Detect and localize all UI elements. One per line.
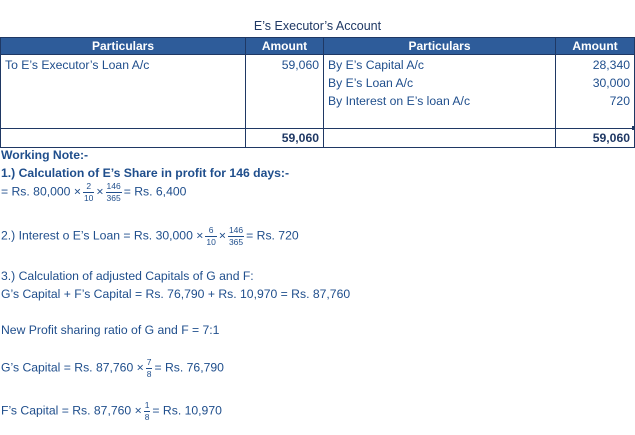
table-edge-mark xyxy=(632,126,634,130)
f-lead: F’s Capital = Rs. 87,760 × xyxy=(1,403,142,418)
f-capital-formula xyxy=(1,400,222,423)
credit-particular: By Interest on E’s loan A/c xyxy=(328,94,471,108)
note1-fraction-2 xyxy=(106,181,122,204)
credit-amount: 30,000 xyxy=(592,76,630,90)
note3-line: G’s Capital + F’s Capital = Rs. 76,790 + Rs. 10,970 = Rs. 87,760 xyxy=(1,287,351,301)
total-debit-label-cell xyxy=(1,129,246,148)
fraction-numerator: 7 xyxy=(146,357,152,367)
debit-particulars-cell xyxy=(1,55,246,129)
note1-result: = Rs. 6,400 xyxy=(123,184,187,199)
header-particulars-debit: Particulars xyxy=(1,38,246,55)
g-fraction xyxy=(146,357,153,380)
table-row xyxy=(1,55,635,129)
fraction-numerator: 146 xyxy=(106,181,121,191)
g-lead: G’s Capital = Rs. 87,760 × xyxy=(1,360,144,375)
executor-account-table xyxy=(0,37,635,148)
note3-heading: 3.) Calculation of adjusted Capitals of G and F: xyxy=(1,269,254,283)
totals-row xyxy=(1,129,635,148)
fraction-denominator: 10 xyxy=(83,193,94,203)
total-credit: 59,060 xyxy=(556,129,635,148)
note1-heading: 1.) Calculation of E’s Share in profit for 146 days:- xyxy=(1,166,290,180)
credit-amount-cell xyxy=(556,55,635,129)
fraction-numerator: 146 xyxy=(228,225,244,235)
header-amount-debit: Amount xyxy=(246,38,324,55)
working-note-heading: Working Note:- xyxy=(1,148,89,162)
fraction-numerator: 2 xyxy=(83,181,94,193)
g-result: = Rs. 76,790 xyxy=(154,360,224,375)
fraction-denominator: 8 xyxy=(144,412,150,422)
note2-formula xyxy=(1,225,299,248)
credit-amount: 720 xyxy=(609,94,630,108)
g-capital-formula xyxy=(1,357,224,380)
header-particulars-credit: Particulars xyxy=(324,38,556,55)
note2-lead: 2.) Interest o E’s Loan = Rs. 30,000 × xyxy=(1,228,204,243)
total-debit: 59,060 xyxy=(246,129,324,148)
header-amount-credit: Amount xyxy=(556,38,635,55)
fraction-denominator: 365 xyxy=(228,237,244,247)
credit-particulars-cell xyxy=(324,55,556,129)
note2-result: = Rs. 720 xyxy=(246,228,299,243)
note1-formula xyxy=(1,181,186,204)
credit-particular: By E’s Capital A/c xyxy=(328,58,424,72)
credit-particular: By E’s Loan A/c xyxy=(328,76,414,90)
fraction-numerator: 6 xyxy=(205,225,216,237)
fraction-denominator: 10 xyxy=(206,237,216,247)
note1-lead: = Rs. 80,000 × xyxy=(1,184,81,199)
credit-amount: 28,340 xyxy=(592,58,630,72)
debit-amount: 59,060 xyxy=(281,58,319,72)
fraction-numerator: 1 xyxy=(144,400,150,410)
total-credit-label-cell xyxy=(324,129,556,148)
note2-fraction-2 xyxy=(228,225,244,248)
note1-fraction-1 xyxy=(83,181,94,204)
note2-times: × xyxy=(218,228,226,243)
ratio-line: New Profit sharing ratio of G and F = 7:1 xyxy=(1,323,220,337)
f-result: = Rs. 10,970 xyxy=(152,403,222,418)
debit-particular: To E’s Executor’s Loan A/c xyxy=(5,58,150,72)
fraction-denominator: 365 xyxy=(106,193,121,203)
note2-fraction-1 xyxy=(205,225,216,248)
note1-times: × xyxy=(96,184,104,199)
table-header-row xyxy=(1,38,635,55)
debit-amount-cell xyxy=(246,55,324,129)
f-fraction xyxy=(144,400,151,423)
account-title: E’s Executor’s Account xyxy=(253,19,382,33)
fraction-denominator: 8 xyxy=(146,369,152,379)
